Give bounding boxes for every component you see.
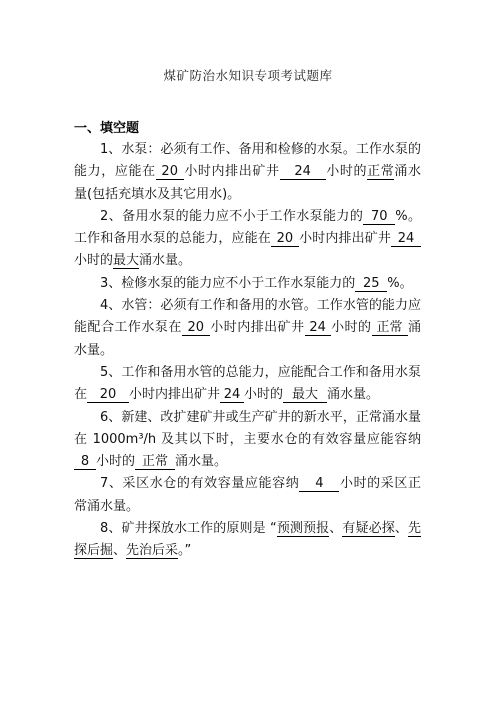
answer-blank: 24 [280, 164, 326, 180]
question-text: 涌水量。 [327, 387, 380, 403]
document-title: 煤矿防治水知识专项考试题库 [163, 68, 333, 83]
answer-blank: 正常 [135, 454, 175, 470]
answer-blank: 先探后掘 [74, 521, 421, 559]
question-text: 小时内排出矿井 [183, 164, 280, 180]
question-text: 小时内排出矿井 [129, 387, 221, 403]
question-text: 涌水量。 [175, 454, 228, 470]
answer-blank: 24 [391, 231, 421, 247]
question-text: 1、水泵：必须有工作、备用和检修的水泵。工作水泵的能力，应能在 [74, 142, 421, 180]
question-7 [74, 473, 421, 518]
question-text: 8、矿井探放水工作的原则是 “ [100, 521, 277, 537]
answer-blank: 最大 [113, 253, 140, 269]
question-text: 小时的 [96, 454, 136, 470]
question-text: 小时的 [74, 253, 114, 269]
question-text: 7、采区水仓的有效容量应能容纳 [100, 476, 300, 492]
answer-blank: 先治后采 [126, 543, 179, 559]
question-text: 。” [178, 543, 192, 559]
question-text: 3、检修水泵的能力应不小于工作水泵能力的 [100, 275, 356, 291]
answer-blank: 70 [363, 209, 395, 225]
question-1 [74, 139, 421, 206]
answer-blank: 正常 [367, 164, 395, 180]
question-text: 、 [113, 543, 127, 559]
answer-blank: 20 [156, 164, 184, 180]
question-5 [74, 362, 421, 407]
question-4 [74, 295, 421, 362]
question-text: 小时内排出矿井 [209, 320, 305, 336]
question-6 [74, 407, 421, 474]
answer-blank: 20 [87, 387, 129, 403]
question-text: 小时内排出矿井 [298, 231, 391, 247]
question-text: 涌水量(包括充填水及其它用水)。 [74, 164, 421, 202]
question-text: 小时的 [244, 387, 284, 403]
section-heading: 一、填空题 [74, 121, 140, 136]
question-text: 涌水量。 [74, 320, 421, 358]
question-text: 涌水量。 [139, 253, 192, 269]
answer-blank: 有疑必探 [342, 521, 395, 537]
question-text: 小时的 [330, 320, 372, 336]
question-text: 、 [394, 521, 408, 537]
answer-blank: 正常 [372, 320, 408, 336]
answer-blank: 8 [74, 454, 96, 470]
question-text: 小时的采区正常涌水量。 [74, 476, 421, 514]
answer-blank: 25 [355, 276, 387, 292]
answer-blank: 20 [182, 320, 210, 336]
question-text: %。 [387, 275, 413, 291]
question-text: 4、水管：必须有工作和备用的水管。工作水管的能力应能配合工作水泵在 [74, 298, 421, 336]
question-8 [74, 518, 421, 563]
question-3 [74, 273, 421, 295]
question-list [74, 139, 421, 563]
question-text: 、 [329, 521, 343, 537]
question-text: %。工作和备用水泵的总能力，应能在 [74, 208, 421, 247]
answer-blank: 预测预报 [276, 521, 330, 537]
answer-blank: 20 [271, 231, 299, 247]
question-text: 小时的 [325, 164, 368, 180]
question-text: 5、工作和备用水管的总能力，应能配合工作和备用水泵在 [74, 364, 421, 403]
question-text: 2、备用水泵的能力应不小于工作水泵能力的 [100, 208, 364, 224]
question-text: 6、新建、改扩建矿井或生产矿井的新水平，正常涌水量在 1000m³/h 及其以下时，主要水仓的有效容量应能容纳 [74, 409, 421, 447]
answer-blank: 24 [305, 320, 331, 336]
answer-blank: 4 [299, 476, 339, 492]
answer-blank: 最大 [283, 387, 327, 403]
answer-blank: 24 [220, 387, 244, 403]
question-2 [74, 206, 421, 273]
